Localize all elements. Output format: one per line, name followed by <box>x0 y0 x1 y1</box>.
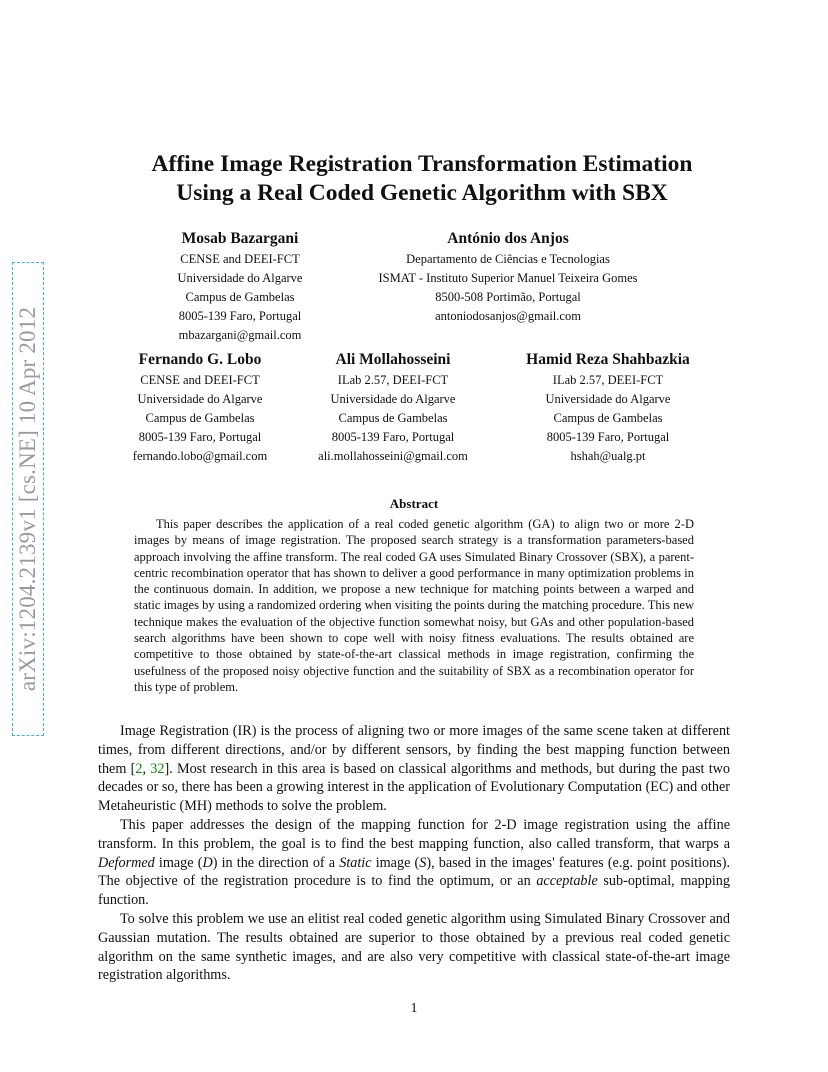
author-affiliation: CENSE and DEEI-FCT <box>140 373 260 387</box>
text-run: image ( <box>154 854 203 871</box>
title-line-2: Using a Real Coded Genetic Algorithm with SBX <box>176 180 668 206</box>
title-line-1: Affine Image Registration Transformation Estimation <box>151 151 693 177</box>
author-affiliation: Campus de Gambelas <box>338 411 448 425</box>
author-affiliation: Universidade do Algarve <box>330 392 456 406</box>
author-affiliation: ILab 2.57, DEEI-FCT <box>337 373 449 387</box>
paragraph <box>98 722 730 816</box>
author-affiliation: ISMAT - Instituto Superior Manuel Teixeira Gomes <box>378 271 638 285</box>
author-dos-anjos <box>340 229 676 326</box>
author-email[interactable]: mbazargani@gmail.com <box>178 328 302 342</box>
abstract-heading: Abstract <box>389 496 439 511</box>
author-email[interactable]: antoniodosanjos@gmail.com <box>435 309 581 323</box>
author-email[interactable]: fernando.lobo@gmail.com <box>132 449 268 463</box>
text-run: This paper addresses the design of the mapping function for 2-D image registration using the affine transform. In this problem, the goal is to find the best mapping function, also called transform, that warps a <box>98 816 730 852</box>
paragraph: To solve this problem we use an elitist real coded genetic algorithm using Simulated Binary Crossover and Gaussian mutation. The results obtained are superior to those obtained by a previous real coded genetic algorithm on the same synthetic images, and are also very competitive with classical state-of-the-art image registration algorithms. <box>98 910 730 984</box>
text-run: ), based in the images' features (e.g. point positions). The objective of the registration procedure is to find the optimum, or an <box>98 854 731 890</box>
author-address: 8005-139 Faro, Portugal <box>138 430 262 444</box>
author-email[interactable]: hshah@ualg.pt <box>570 449 646 463</box>
author-affiliation: CENSE and DEEI-FCT <box>180 252 300 266</box>
abstract-text: This paper describes the application of a real coded genetic algorithm (GA) to align two or more 2-D images by means of image registration. The proposed search strategy is a transformation parameters-based approach involving the affine transform. The real coded GA uses Simulated Binary Crossover (SBX), a parent-centric recombination operator that has shown to deliver a good performance in many optimization problems in the continuous domain. In addition, we propose a new technique for matching points between a warped and static images by using a randomized ordering when visiting the points during the matching procedure. This new technique makes the evaluation of the objective function somewhat noisy, but GAs and other population-based search algorithms have been shown to cope well with noisy fitness evaluations. The results obtained are competitive to those obtained by state-of-the-art classical methods in image registration, confirming the usefulness of the proposed noisy objective function and the suitability of SBX as a recombination operator for this type of problem. <box>134 517 694 694</box>
author-affiliation: Universidade do Algarve <box>545 392 671 406</box>
author-address: 8005-139 Faro, Portugal <box>546 430 670 444</box>
author-address: 8005-139 Faro, Portugal <box>331 430 455 444</box>
author-affiliation: Universidade do Algarve <box>137 392 263 406</box>
page-number: 1 <box>410 1001 418 1016</box>
author-mollahosseini <box>298 350 488 466</box>
paragraph <box>98 816 730 910</box>
introduction-text <box>98 722 730 985</box>
author-affiliation: Campus de Gambelas <box>185 290 295 304</box>
emphasis: Deformed <box>98 854 155 871</box>
author-email[interactable]: ali.mollahosseini@gmail.com <box>318 449 468 463</box>
citation-link[interactable]: 32 <box>150 760 165 777</box>
author-affiliation: Campus de Gambelas <box>145 411 255 425</box>
author-affiliation: Campus de Gambelas <box>553 411 663 425</box>
author-name: António dos Anjos <box>447 230 569 247</box>
author-bazargani <box>140 229 340 345</box>
paper-title <box>80 150 764 208</box>
citation-link[interactable]: 2 <box>135 760 143 777</box>
author-name: Fernando G. Lobo <box>138 351 262 368</box>
author-lobo <box>110 350 290 466</box>
author-shahbazkia <box>500 350 716 466</box>
math-symbol: D <box>202 854 213 871</box>
author-name: Mosab Bazargani <box>181 230 299 247</box>
text-run: sub-optimal, mapping function. <box>98 873 730 909</box>
author-affiliation: Universidade do Algarve <box>177 271 303 285</box>
author-affiliation: ILab 2.57, DEEI-FCT <box>552 373 664 387</box>
arxiv-stamp[interactable] <box>12 262 44 736</box>
math-symbol: S <box>419 854 427 871</box>
text-run: Image Registration (IR) is the process of aligning two or more images of the same scene taken at different times, from different directions, and/or by different sensors, by finding the best mapping function between them [ <box>98 723 730 777</box>
author-address: 8005-139 Faro, Portugal <box>178 309 302 323</box>
author-affiliation: Departamento de Ciências e Tecnologias <box>406 252 610 266</box>
author-name: Ali Mollahosseini <box>335 351 451 368</box>
text-run: ]. Most research in this area is based on classical algorithms and methods, but during the past two decades or so, there has been a growing interest in the application of Evolutionary Computation (EC) and other Metaheuristic (MH) methods to solve the problem. <box>98 760 731 815</box>
text-run: image ( <box>371 854 420 871</box>
text-run: ) in the direction of a <box>212 854 340 871</box>
arxiv-id: arXiv:1204.2139v1 [cs.NE] 10 Apr 2012 <box>15 306 41 692</box>
author-name: Hamid Reza Shahbazkia <box>526 351 690 368</box>
emphasis: Static <box>339 854 372 871</box>
emphasis: acceptable <box>536 873 598 890</box>
text-run: , <box>142 760 151 777</box>
author-address: 8500-508 Portimão, Portugal <box>435 290 581 304</box>
